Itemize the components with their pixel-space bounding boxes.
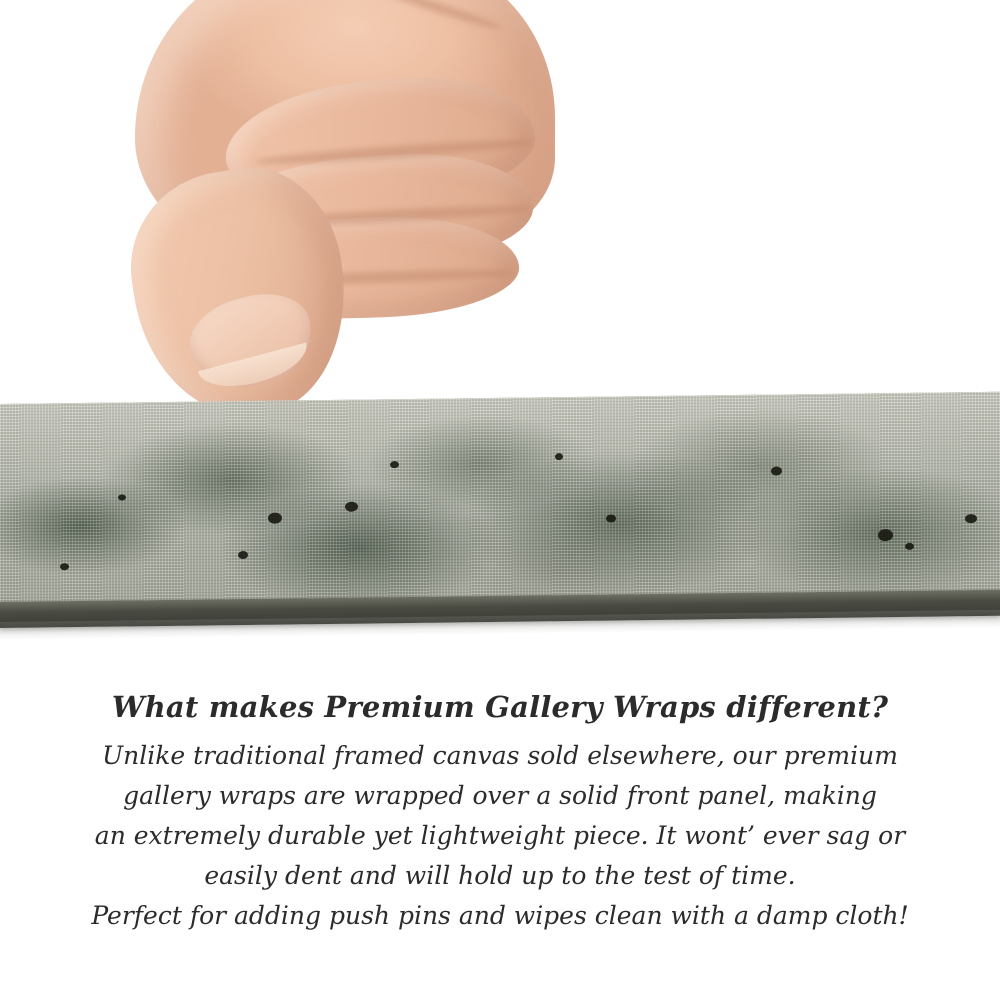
paint-speck [905,543,914,550]
paint-speck [268,513,282,524]
paint-speck [390,461,399,468]
paint-speck [118,494,126,500]
hand-illustration [105,0,575,420]
paint-speck [878,529,893,541]
caption-heading: What makes Premium Gallery Wraps different? [111,690,889,724]
paint-speck [238,551,248,559]
caption-block [0,690,1000,936]
caption-line: Unlike traditional framed canvas sold elsewhere, our premium [102,741,898,770]
caption-line: an extremely durable yet lightweight piece. It wont’ ever sag or [94,821,906,850]
caption-line: Perfect for adding push pins and wipes clean with a damp cloth! [91,901,909,930]
paint-speck [606,514,616,522]
canvas-wrap-edge [0,404,1000,639]
paint-speck [60,563,69,570]
paint-speck [345,502,358,512]
paint-speck [555,453,563,460]
caption-line: easily dent and will hold up to the test of time. [204,861,796,890]
paint-speck [771,466,782,475]
paint-speck [965,514,977,523]
canvas-print-surface [0,392,1000,609]
caption-line: gallery wraps are wrapped over a solid front panel, making [123,781,877,810]
